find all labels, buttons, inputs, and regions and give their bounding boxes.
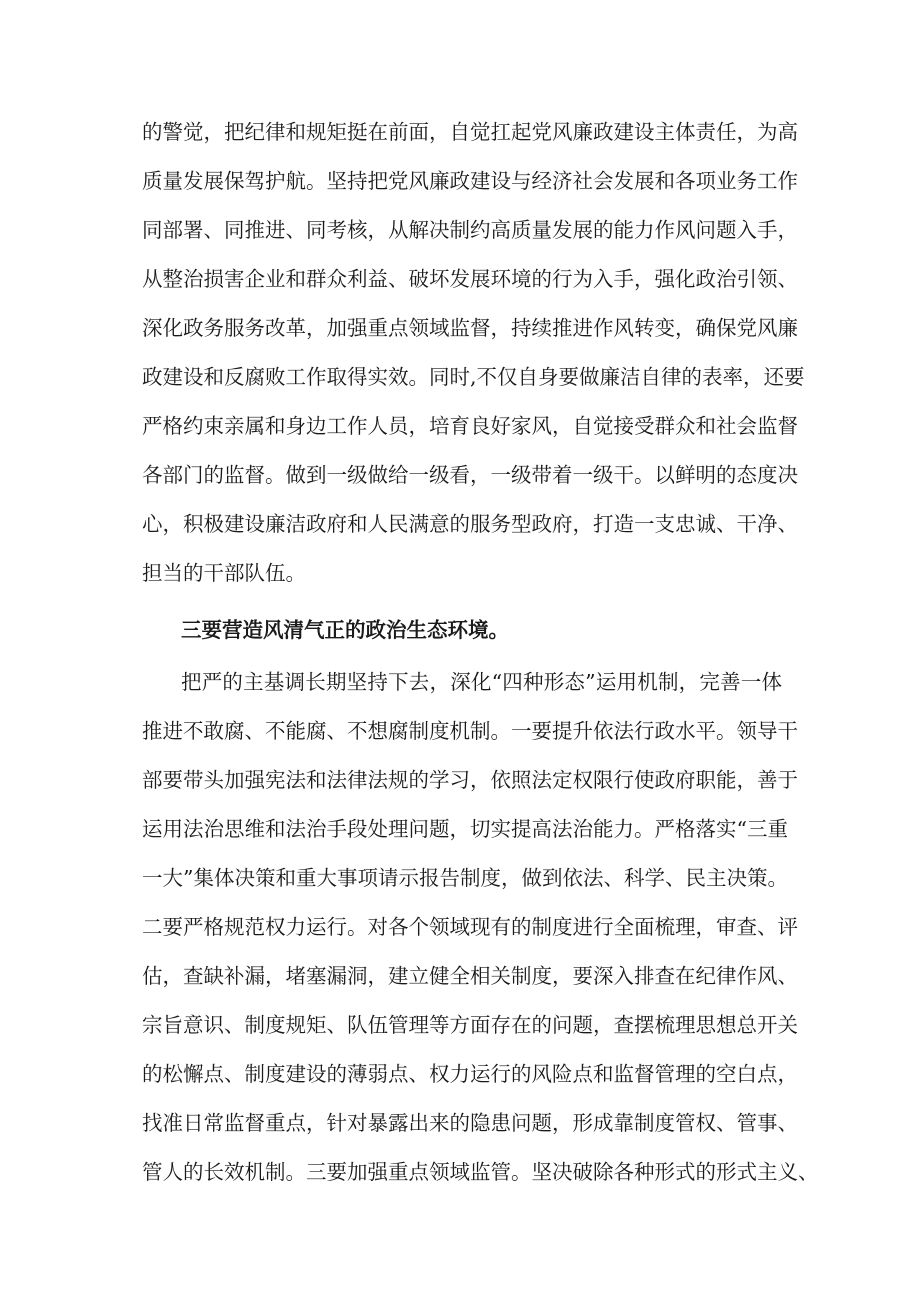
paragraph1-line-10: 担当的干部队伍。 bbox=[142, 561, 306, 585]
paragraph2-line-9: 的松懈点、制度建设的薄弱点、权力运行的风险点和监督管理的空白点， bbox=[142, 1062, 798, 1086]
paragraph2-line-6: 二要严格规范权力运行。对各个领域现有的制度进行全面梳理，审查、评 bbox=[142, 915, 798, 939]
paragraph1-line-2: 质量发展保驾护航。坚持把党风廉政建设与经济社会发展和各项业务工作 bbox=[142, 169, 798, 193]
paragraph2-line-8: 宗旨意识、制度规矩、队伍管理等方面存在的问题，查摆梳理思想总开关 bbox=[142, 1013, 798, 1037]
paragraph1-line-8: 各部门的监督。做到一级做给一级看，一级带着一级干。以鲜明的态度决 bbox=[142, 463, 798, 487]
paragraph1-line-4: 从整治损害企业和群众利益、破坏发展环境的行为入手，强化政治引领、 bbox=[142, 267, 798, 291]
paragraph1-line-9: 心，积极建设廉洁政府和人民满意的服务型政府，打造一支忠诚、干净、 bbox=[142, 512, 798, 536]
paragraph1-line-6: 政建设和反腐败工作取得实效。同时,不仅自身要做廉洁自律的表率，还要 bbox=[142, 365, 805, 389]
paragraph1-line-7: 严格约束亲属和身边工作人员，培育良好家风，自觉接受群众和社会监督 bbox=[142, 414, 798, 438]
section-heading: 三要营造风清气正的政治生态环境。 bbox=[181, 618, 509, 642]
paragraph2-line-7: 估，查缺补漏，堵塞漏洞，建立健全相关制度，要深入排查在纪律作风、 bbox=[142, 964, 798, 988]
paragraph2-line-11: 管人的长效机制。三要加强重点领域监管。坚决破除各种形式的形式主义、 bbox=[142, 1160, 819, 1184]
paragraph2-line-2: 推进不敢腐、不能腐、不想腐制度机制。一要提升依法行政水平。领导干 bbox=[142, 719, 798, 743]
paragraph2-line-3: 部要带头加强宪法和法律法规的学习，依照法定权限行使政府职能，善于 bbox=[142, 768, 798, 792]
paragraph1-line-5: 深化政务服务改革，加强重点领域监督，持续推进作风转变，确保党风廉 bbox=[142, 316, 798, 340]
paragraph1-line-3: 同部署、同推进、同考核，从解决制约高质量发展的能力作风问题入手， bbox=[142, 218, 798, 242]
paragraph2-line-4: 运用法治思维和法治手段处理问题，切实提高法治能力。严格落实“三重 bbox=[142, 817, 788, 841]
paragraph2-line-5: 一大”集体决策和重大事项请示报告制度，做到依法、科学、民主决策。 bbox=[142, 866, 788, 890]
paragraph2-line-1: 把严的主基调长期坚持下去，深化“四种形态”运用机制，完善一体 bbox=[181, 670, 782, 694]
paragraph2-line-10: 找准日常监督重点，针对暴露出来的隐患问题，形成靠制度管权、管事、 bbox=[142, 1111, 798, 1135]
paragraph1-line-1: 的警觉，把纪律和规矩挺在前面，自觉扛起党风廉政建设主体责任，为高 bbox=[142, 120, 798, 144]
